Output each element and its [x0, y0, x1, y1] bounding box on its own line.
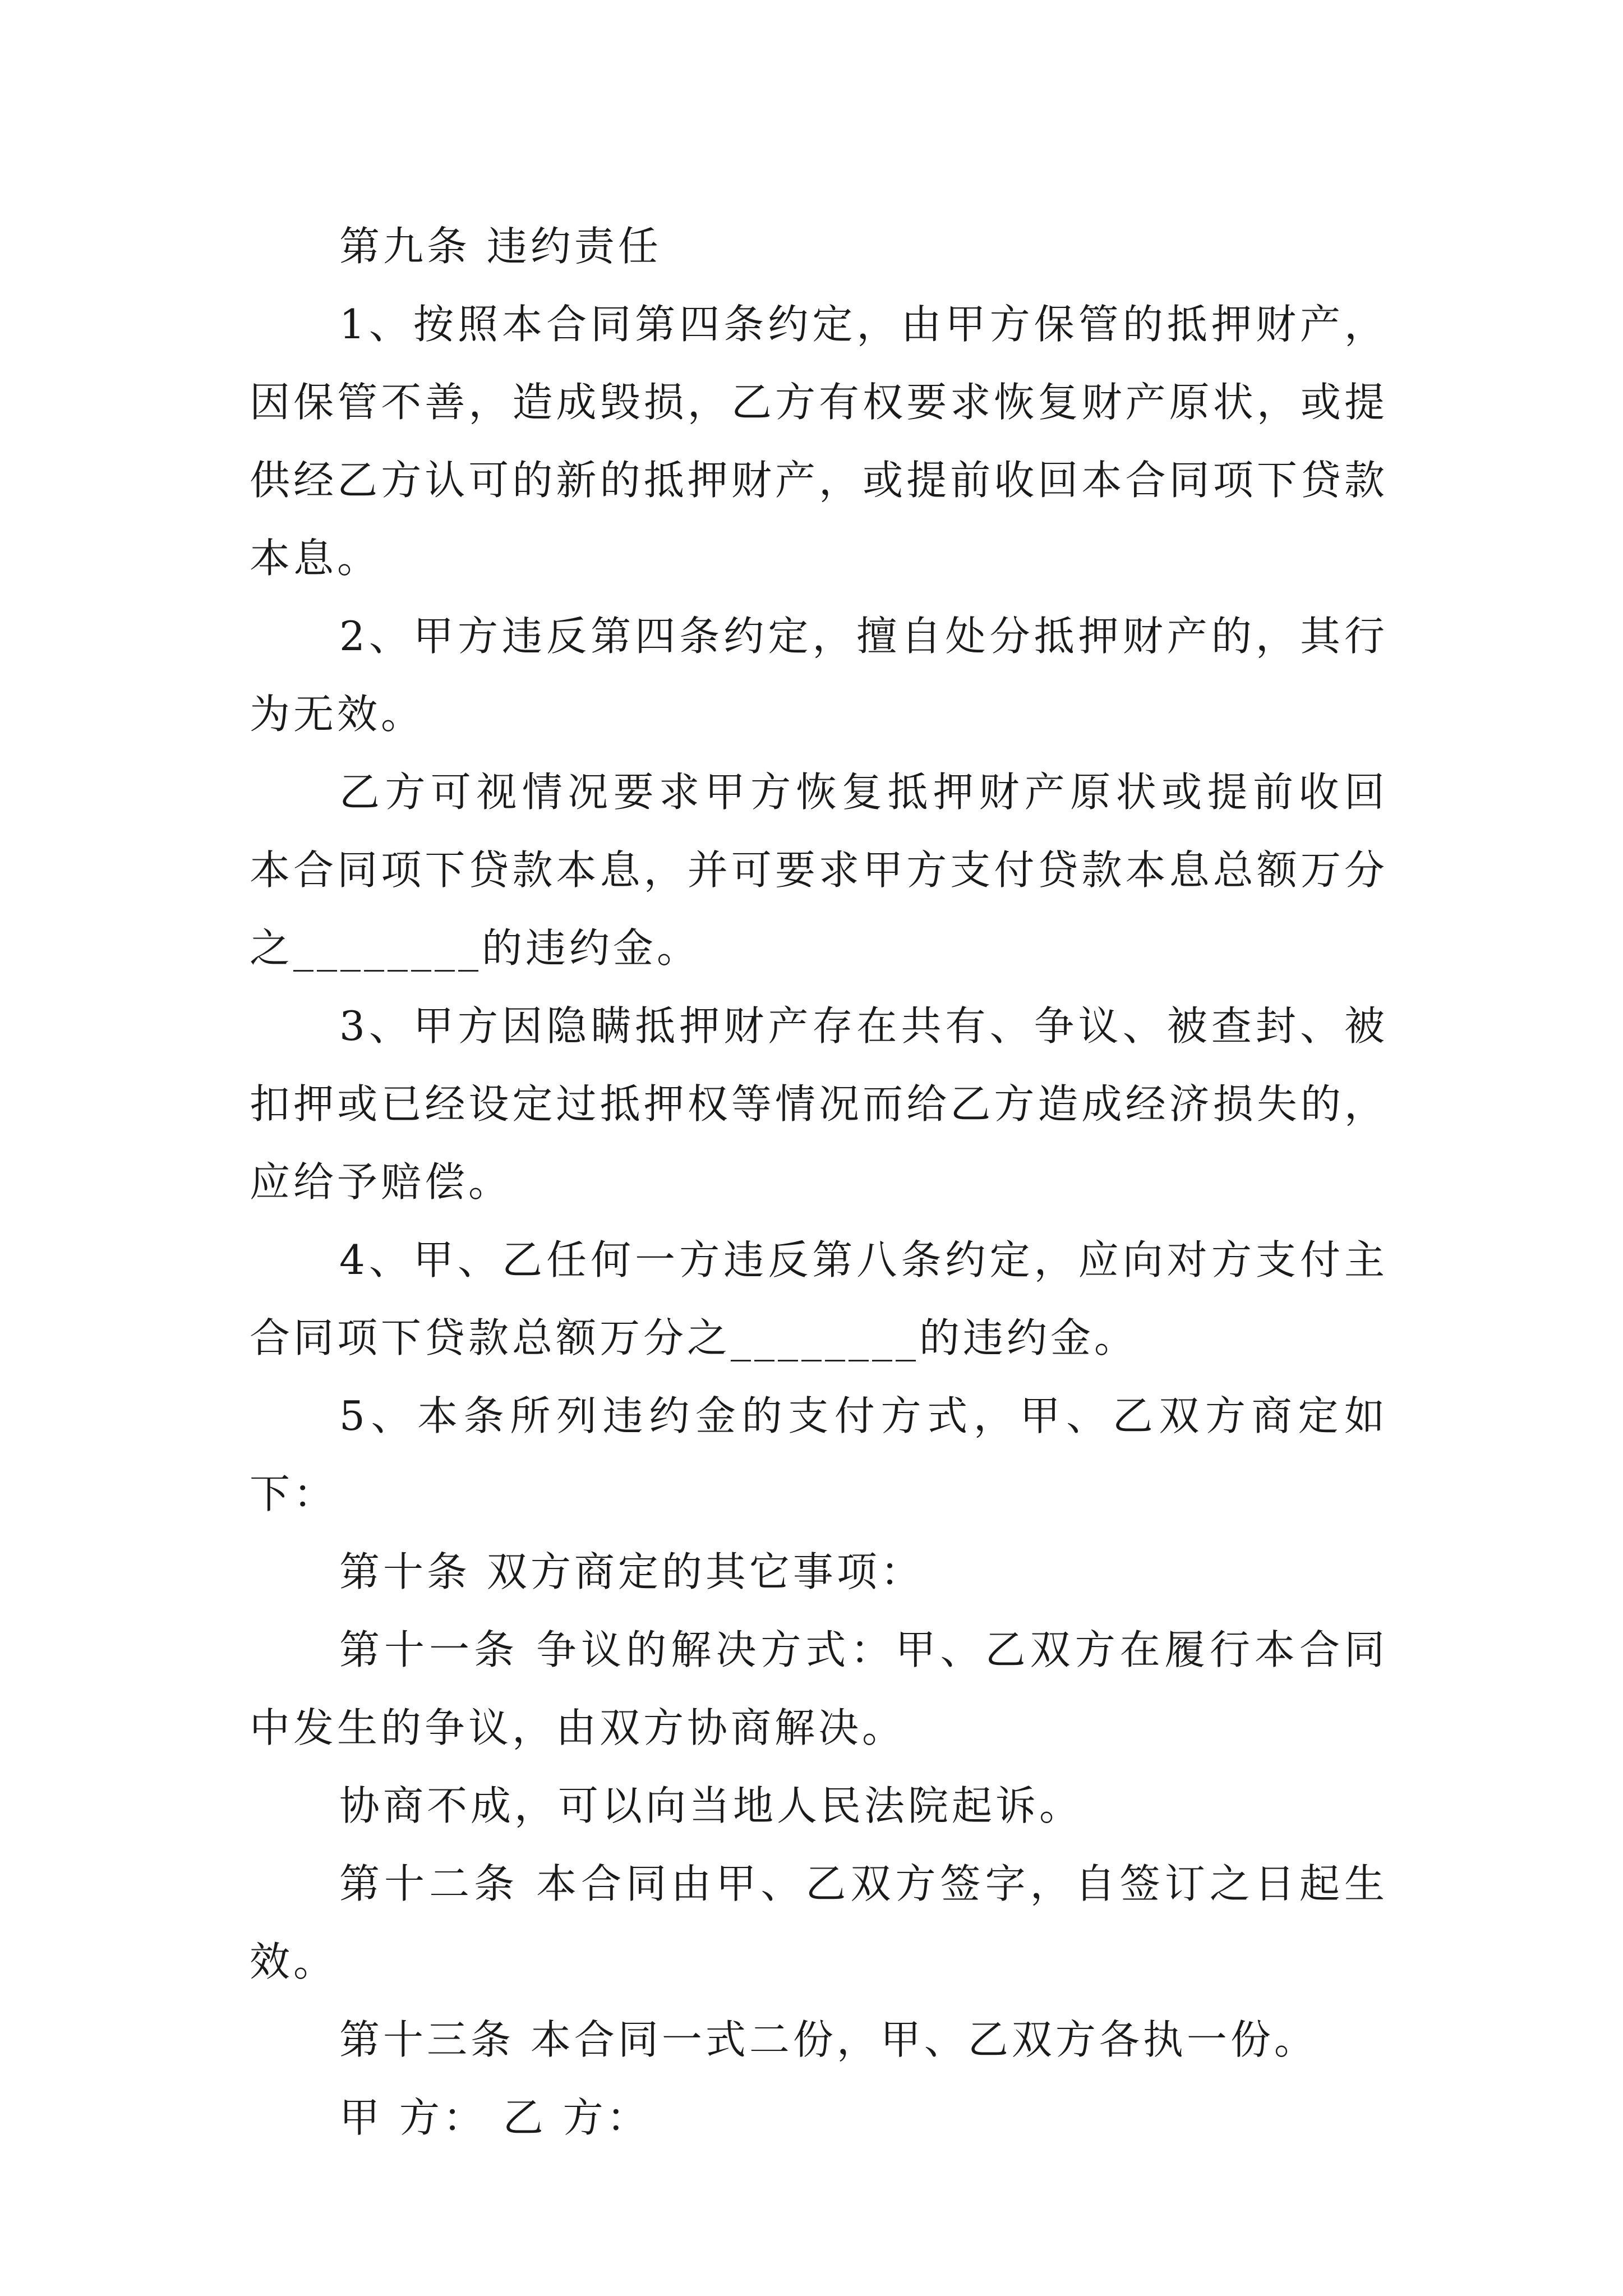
article-9-clause-3: 3、甲方因隐瞒抵押财产存在共有、争议、被查封、被扣押或已经设定过抵押权等情况而给乙方造成经济损失的，应给予赔偿。 — [250, 1002, 1388, 1205]
signature-line: 甲 方： 乙 方： — [339, 2094, 651, 2141]
document-page — [250, 208, 1388, 2157]
article-13: 第十三条 本合同一式二份，甲、乙双方各执一份。 — [339, 2016, 1318, 2063]
article-10: 第十条 双方商定的其它事项： — [339, 1548, 924, 1595]
article-11-litigation: 协商不成，可以向当地人民法院起诉。 — [339, 1782, 1083, 1829]
article-9-heading: 第九条 违约责任 — [339, 223, 662, 270]
article-9-clause-5: 5、本条所列违约金的支付方式，甲、乙双方商定如下： — [250, 1392, 1388, 1517]
article-9-clause-2-remedy: 乙方可视情况要求甲方恢复抵押财产原状或提前收回本合同项下贷款本息，并可要求甲方支付贷款本息总额万分之________的违约金。 — [250, 769, 1388, 972]
article-9-clause-2: 2、甲方违反第四条约定，擅自处分抵押财产的，其行为无效。 — [250, 613, 1388, 738]
article-9-clause-4: 4、甲、乙任何一方违反第八条约定，应向对方支付主合同项下贷款总额万分之________的违约金。 — [250, 1236, 1388, 1361]
article-9-clause-1: 1、按照本合同第四条约定，由甲方保管的抵押财产，因保管不善，造成毁损，乙方有权要求恢复财产原状，或提供经乙方认可的新的抵押财产，或提前收回本合同项下贷款本息。 — [250, 301, 1388, 582]
article-11: 第十一条 争议的解决方式：甲、乙双方在履行本合同中发生的争议，由双方协商解决。 — [250, 1626, 1388, 1751]
article-12: 第十二条 本合同由甲、乙双方签字，自签订之日起生效。 — [250, 1860, 1388, 1985]
